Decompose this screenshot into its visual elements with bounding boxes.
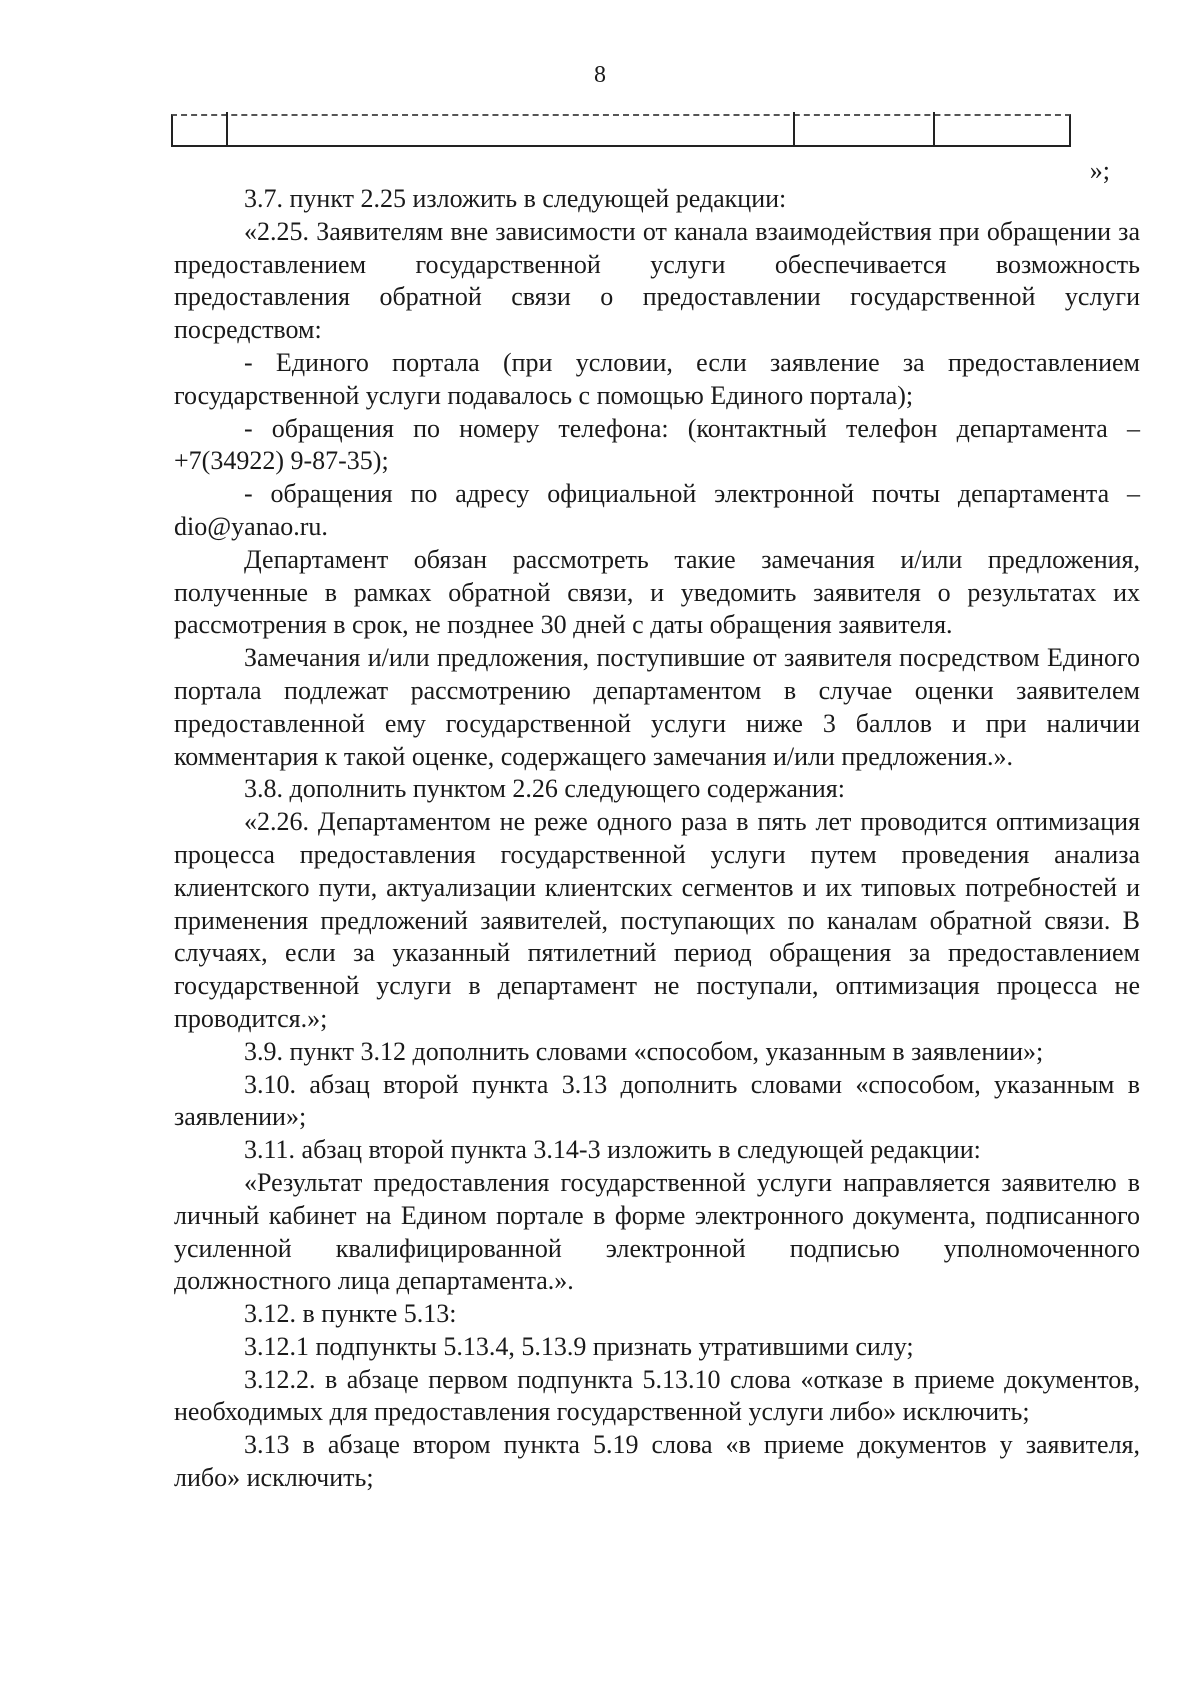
document-body (174, 183, 1140, 1495)
paragraph-result: «Результат предоставления государственной услуги направляется заявителю в личный кабинет на Едином портале в форме электронного документа, подписанного усиленной квалифицированной электронной подписью уполномоченного должностного лица департамента.». (174, 1167, 1140, 1296)
paragraph-3-10: 3.10. абзац второй пункта 3.13 дополнить словами «способом, указанным в заявлении»; (174, 1069, 1140, 1132)
paragraph-3-12: 3.12. в пункте 5.13: (244, 1299, 457, 1329)
table-column-divider (793, 112, 795, 145)
table-column-divider (226, 112, 228, 145)
paragraph-3-12-2: 3.12.2. в абзаце первом подпункта 5.13.10 слова «отказе в приеме документов, необходимых для предоставления государственной услуги либо» исключить; (174, 1364, 1140, 1427)
paragraph-3-13: 3.13 в абзаце втором пункта 5.19 слова «в приеме документов у заявителя, либо» исключить; (174, 1430, 1140, 1493)
list-item-phone: - обращения по номеру телефона: (контактный телефон департамента – +7(34922) 9-87-35); (174, 413, 1140, 476)
paragraph-3-11: 3.11. абзац второй пункта 3.14-3 изложить в следующей редакции: (244, 1135, 981, 1165)
paragraph-3-9: 3.9. пункт 3.12 дополнить словами «способом, указанным в заявлении»; (244, 1036, 1044, 1066)
paragraph-2-26: «2.26. Департаментом не реже одного раза в пять лет проводится оптимизация процесса предоставления государственной услуги путем проведения анализа клиентского пути, актуализации клиентских сегментов и их типовых потребностей и применения предложений заявителей, поступающих по каналам обратной связи. В случаях, если за указанный пятилетний период обращения за предоставлением государственной услуги в департамент не поступали, оптимизация процесса не проводится.»; (174, 807, 1140, 1033)
list-item-email: - обращения по адресу официальной электронной почты департамента – dio@yanao.ru. (174, 479, 1140, 541)
paragraph-2-25-intro: «2.25. Заявителям вне зависимости от канала взаимодействия при обращении за предоставлением государственной услуги обеспечивается возможность предоставления обратной связи о предоставлении государственной услуги посредством: (174, 216, 1140, 345)
table-fragment (171, 114, 1071, 147)
paragraph-3-8: 3.8. дополнить пунктом 2.26 следующего содержания: (244, 774, 845, 804)
paragraph-remarks: Замечания и/или предложения, поступившие от заявителя посредством Единого портала подлежат рассмотрению департаментом в случае оценки заявителем предоставленной ему государственной услуги ниже 3 баллов и при наличии комментария к такой оценке, содержащего замечания и/или предложения.». (174, 643, 1140, 771)
paragraph-department-review: Департамент обязан рассмотреть такие замечания и/или предложения, полученные в рамках обратной связи, и уведомить заявителя о результатах их рассмотрения в срок, не позднее 30 дней с даты обращения заявителя. (174, 544, 1140, 640)
closing-quote: »; (1089, 156, 1110, 185)
paragraph-3-12-1: 3.12.1 подпункты 5.13.4, 5.13.9 признать утратившими силу; (244, 1331, 914, 1361)
paragraph-3-7: 3.7. пункт 2.25 изложить в следующей редакции: (244, 184, 787, 213)
list-item-portal: - Единого портала (при условии, если заявление за предоставлением государственной услуги подавалось с помощью Единого портала); (174, 347, 1140, 410)
table-column-divider (933, 112, 935, 145)
page-number: 8 (594, 62, 606, 88)
